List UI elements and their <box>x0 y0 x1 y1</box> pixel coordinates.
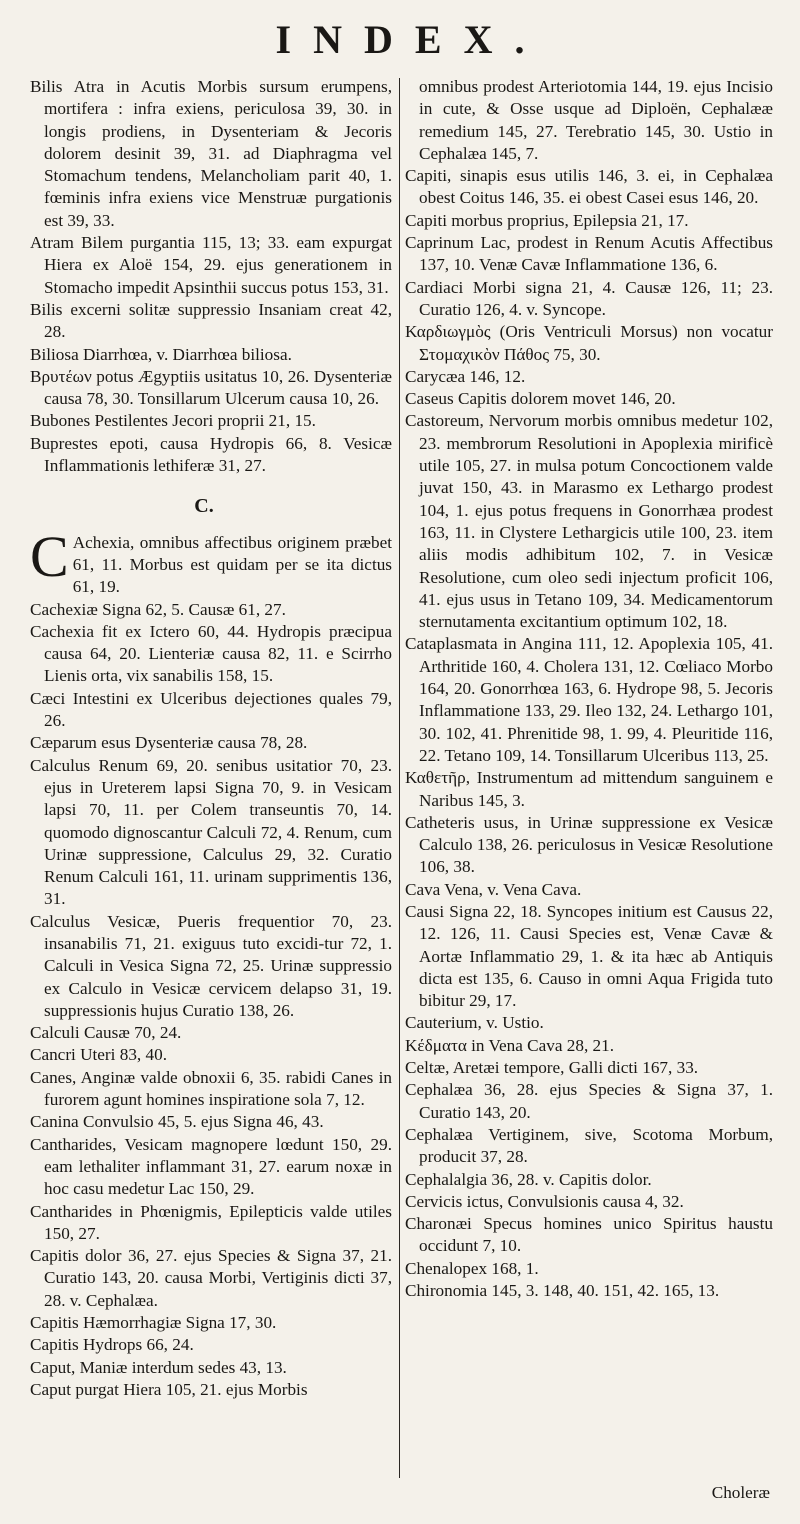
index-entry: Chironomia 145, 3. 148, 40. 151, 42. 165, 13. <box>405 1281 720 1301</box>
first-entry-text: Achexia, omnibus affectibus originem præbet 61, 11. Morbus est quidam per se ita dictus 61, 19. <box>72 532 392 597</box>
index-entry: Cancri Uteri 83, 40. <box>30 1045 167 1065</box>
index-entry: Caput purgat Hiera 105, 21. ejus Morbis <box>30 1379 308 1399</box>
index-entry: Cava Vena, v. Vena Cava. <box>405 879 582 899</box>
section-heading-c: C. <box>194 495 214 518</box>
index-entry: Canes, Anginæ valde obnoxii 6, 35. rabidi Canes in furorem agunt homines inspiratione sola 7, 12. <box>30 1067 392 1110</box>
index-entry: Calculus Vesicæ, Pueris frequentior 70, 23. insanabilis 71, 21. exiguus tuto excidi-tur 72, 1. Calculi in Vesica Signa 72, 25. Urinæ suppressio ex Calculo in Vesicæ cervicem delapso 31, 19. suppressionis hujus Curatio 138, 26. <box>30 911 392 1020</box>
index-entry: Cantharides, Vesicam magnopere lœdunt 150, 29. eam lethaliter inflammant 31, 27. earum noxæ in hoc casu medetur Lac 150, 29. <box>30 1134 392 1199</box>
index-entry: Causi Signa 22, 18. Syncopes initium est Causus 22, 12. 126, 11. Causi Species est, Venæ Cavæ & Aortæ Inflammatio 29, 1. & ita hæc ab Antiquis dicta est 135, 6. Causo in omni Aqua Frigida tuto bibitur 29, 17. <box>405 901 773 1011</box>
index-entry-continued: omnibus prodest Arteriotomia 144, 19. ejus Incisio in cute, & Osse usque ad Diploën, Cephalææ remedium 145, 27. Terebratio 145, 30. Ustio in Cephalæa 145, 7. <box>419 77 773 163</box>
index-entry: Cachexia fit ex Ictero 60, 44. Hydropis præcipua causa 64, 20. Lienteriæ causa 82, 11. e Scirrho Lienis orta, vix sanabilis 158, 15. <box>30 621 392 686</box>
index-entry: Celtæ, Aretæi tempore, Galli dicti 167, 33. <box>405 1058 699 1078</box>
index-entry: Calculus Renum 69, 20. senibus usitatior 70, 23. ejus in Ureterem lapsi Signa 70, 9. in Vesicam lapsi 70, 11. per Colem transeuntis 70, 14. quomodo dignoscantur Calculi 72, 4. Renum, cum Urinæ suppressione, Calculus 29, 32. Curatio Renum Calculi 161, 11. urinam supprimentis 136, 31. <box>30 755 392 909</box>
index-entry: Caput, Maniæ interdum sedes 43, 13. <box>30 1357 287 1377</box>
index-entry: Capiti morbus proprius, Epilepsia 21, 17. <box>405 210 689 230</box>
index-entry: Cantharides in Phœnigmis, Epilepticis valde utiles 150, 27. <box>30 1201 392 1243</box>
index-entry: Carycæa 146, 12. <box>405 366 526 386</box>
index-entry: Capitis Hydrops 66, 24. <box>30 1335 194 1355</box>
index-entry: Bilis Atra in Acutis Morbis sursum erumpens, mortifera : infra exiens, periculosa 39, 30. in longis prodiens, in Dysenteriam & Jecoris dolorem desinit 39, 31. ad Diaphragma vel Stomachum tendens, Melancholiam parit 40, 1. fœminis infra exiens vice Menstruæ purgationis est 39, 33. <box>30 77 392 230</box>
left-column <box>30 76 392 1401</box>
index-entry: Capitis Hæmorrhagiæ Signa 17, 30. <box>30 1313 277 1333</box>
index-entry-first <box>30 523 392 599</box>
catchword: Choleræ <box>711 1483 770 1502</box>
index-entry: Cephalæa Vertiginem, sive, Scotoma Morbum, producit 37, 28. <box>405 1124 773 1167</box>
index-entry: Caseus Capitis dolorem movet 146, 20. <box>405 389 676 409</box>
index-entry: Καθετῆρ, Instrumentum ad mittendum sanguinem e Naribus 145, 3. <box>405 768 773 810</box>
index-entry: Cæci Intestini ex Ulceribus dejectiones quales 79, 26. <box>30 688 392 731</box>
index-entry: Cephalæa 36, 28. ejus Species & Signa 37, 1. Curatio 143, 20. <box>405 1080 773 1122</box>
index-entry: Caprinum Lac, prodest in Renum Acutis Affectibus 137, 10. Venæ Cavæ Inflammatione 136, 6. <box>405 233 773 275</box>
index-entry: Cephalalgia 36, 28. v. Capitis dolor. <box>405 1169 652 1189</box>
index-entry: Καρδιωγμὸς (Oris Ventriculi Morsus) non vocatur Στομαχικὸν Πάθος 75, 30. <box>405 322 773 364</box>
index-entry: Castoreum, Nervorum morbis omnibus medetur 102, 23. membrorum Resolutioni in Apoplexia mirificè utile 105, 27. in mulsa potum Concoctionem valde juvat 150, 43. in Marasmo ex Lethargo prodest 104, 1. ejus potus frequens in Gonorrhæa prodest 163, 11. in Clystere Lethargicis utile 100, 23. item aliis modis adhibitum 102, 7. in Vesicæ Resolutione, cum oleo sedi injectum proficit 106, 41. ejus usus in Tetano 109, 34. Medicamentorum sternutamenta excitantium optimum 102, 18. <box>405 411 773 632</box>
index-entry: Cataplasmata in Angina 111, 12. Apoplexia 105, 41. Arthritide 160, 4. Cholera 131, 12. Cœliaco Morbo 164, 20. Gonorrhœa 163, 6. Hydrope 98, 5. Jecoris Inflammatione 133, 29. Ileo 132, 24. Lethargo 101, 30. 102, 41. Phrenitide 98, 1. 99, 4. Pleuritide 116, 22. Tetano 109, 14. Tonsillarum Ulceribus 113, 25. <box>405 634 773 765</box>
index-entry: Cauterium, v. Ustio. <box>405 1013 544 1033</box>
index-entry: Bubones Pestilentes Jecori proprii 21, 15. <box>30 411 316 431</box>
index-entry: Canina Convulsio 45, 5. ejus Signa 46, 43. <box>30 1112 324 1132</box>
drop-cap: C <box>30 523 69 589</box>
index-entry: Catheteris usus, in Urinæ suppressione ex Vesicæ Calculo 138, 26. periculosus in Vesicæ Resolutione 106, 38. <box>405 812 773 877</box>
column-divider <box>399 78 400 1478</box>
index-entry: Biliosa Diarrhœa, v. Diarrhœa biliosa. <box>30 344 292 364</box>
index-entry: Charonæi Specus homines unico Spiritus haustu occidunt 7, 10. <box>405 1214 773 1256</box>
index-entry: Cervicis ictus, Convulsionis causa 4, 32. <box>405 1191 684 1211</box>
right-column <box>405 76 773 1302</box>
index-entry: Calculi Causæ 70, 24. <box>30 1023 182 1043</box>
index-entry: Atram Bilem purgantia 115, 13; 33. eam expurgat Hiera ex Aloë 154, 29. ejus generationem in Stomacho impedit Apsinthii succus potus 153, 31. <box>30 233 392 297</box>
page-title: INDEX. <box>275 17 547 62</box>
index-entry: Κέδματα in Vena Cava 28, 21. <box>405 1035 615 1055</box>
index-entry: Capitis dolor 36, 27. ejus Species & Signa 37, 21. Curatio 143, 20. causa Morbi, Vertiginis dicti 37, 28. v. Cephalæa. <box>30 1246 392 1310</box>
index-entry: Cachexiæ Signa 62, 5. Causæ 61, 27. <box>30 599 286 619</box>
index-entry: Capiti, sinapis esus utilis 146, 3. ei, in Cephalæa obest Coitus 146, 35. ei obest Casei esus 146, 20. <box>405 166 773 208</box>
index-entry: Βρυτέων potus Ægyptiis usitatus 10, 26. Dysenteriæ causa 78, 30. Tonsillarum Ulcerum causa 10, 26. <box>30 366 392 409</box>
index-entry: Bilis excerni solitæ suppressio Insaniam creat 42, 28. <box>30 299 392 342</box>
index-entry: Buprestes epoti, causa Hydropis 66, 8. Vesicæ Inflammationis lethiferæ 31, 27. <box>30 433 392 476</box>
index-entry: Chenalopex 168, 1. <box>405 1258 539 1278</box>
index-entry: Cardiaci Morbi signa 21, 4. Causæ 126, 11; 23. Curatio 126, 4. v. Syncope. <box>405 277 773 319</box>
index-entry: Cæparum esus Dysenteriæ causa 78, 28. <box>30 733 308 753</box>
